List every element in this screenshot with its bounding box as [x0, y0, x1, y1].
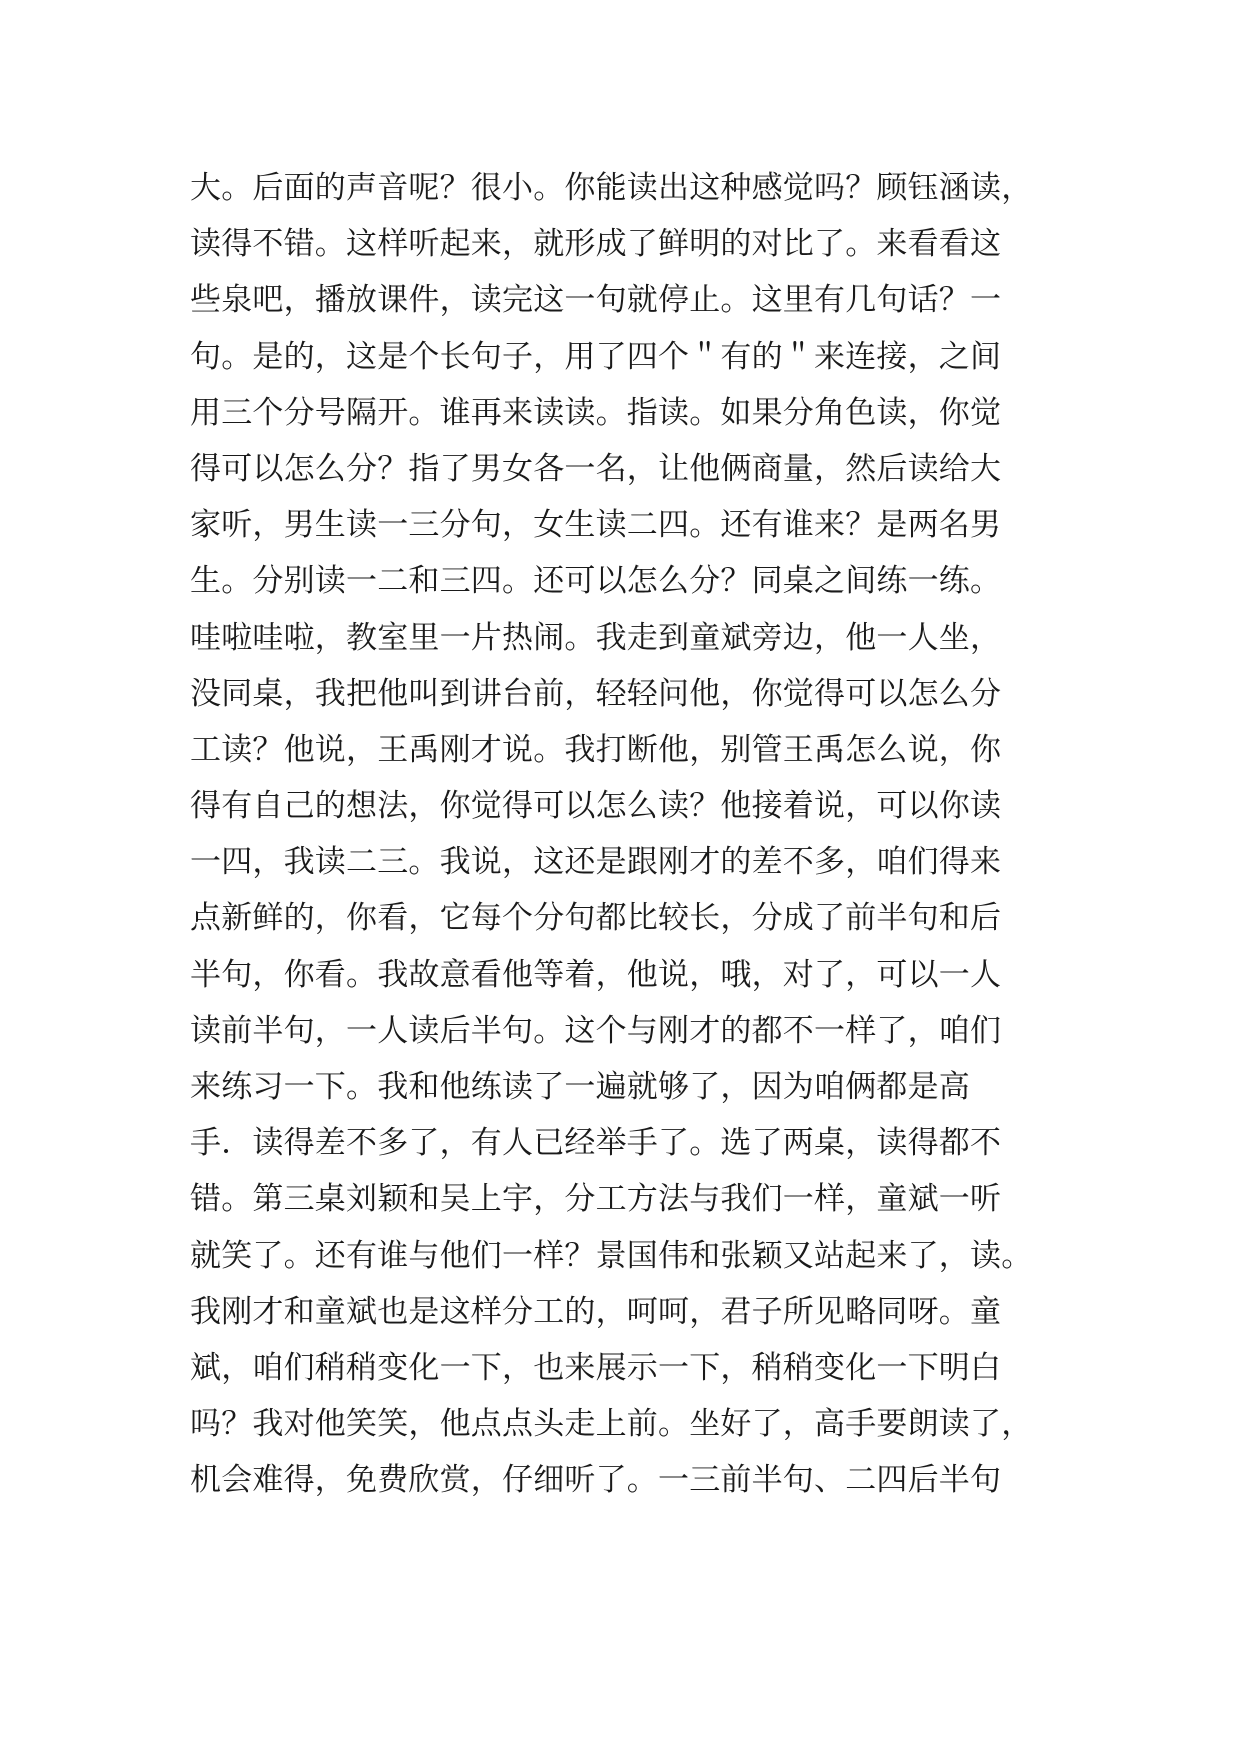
text-line: 哇啦哇啦，教室里一片热闹。我走到童斌旁边，他一人坐， [190, 619, 1002, 656]
text-line: 工读？他说，王禹刚才说。我打断他，别管王禹怎么说，你 [190, 731, 1002, 768]
text-line: 机会难得，免费欣赏，仔细听了。一三前半句、二四后半句 [190, 1462, 1002, 1499]
text-line: 吗？我对他笑笑，他点点头走上前。坐好了，高手要朗读了， [190, 1406, 1033, 1443]
text-line: 读前半句，一人读后半句。这个与刚才的都不一样了，咱们 [190, 1012, 1002, 1049]
text-line: 读得不错。这样听起来，就形成了鲜明的对比了。来看看这 [190, 226, 1002, 263]
text-line: 斌，咱们稍稍变化一下，也来展示一下，稍稍变化一下明白 [190, 1349, 1002, 1386]
text-line: 生。分别读一二和三四。还可以怎么分？同桌之间练一练。 [190, 563, 1002, 600]
text-line: 家听，男生读一三分句，女生读二四。还有谁来？是两名男 [190, 507, 1002, 544]
text-line: 用三个分号隔开。谁再来读读。指读。如果分角色读，你觉 [190, 394, 1002, 431]
text-line: 得有自己的想法，你觉得可以怎么读？他接着说，可以你读 [190, 788, 1002, 825]
text-line: 句。是的，这是个长句子，用了四个＂有的＂来连接，之间 [190, 338, 1002, 375]
body-text [190, 160, 1090, 1509]
text-line: 点新鲜的，你看，它每个分句都比较长，分成了前半句和后 [190, 900, 1002, 937]
text-line: 大。后面的声音呢？很小。你能读出这种感觉吗？顾钰涵读， [190, 170, 1033, 206]
text-line: 没同桌，我把他叫到讲台前，轻轻问他，你觉得可以怎么分 [190, 675, 1002, 712]
text-line: 我刚才和童斌也是这样分工的，呵呵，君子所见略同呀。童 [190, 1293, 1002, 1330]
text-line: 错。第三桌刘颖和吴上宇，分工方法与我们一样，童斌一听 [190, 1181, 1002, 1218]
text-line: 些泉吧，播放课件，读完这一句就停止。这里有几句话？一 [190, 282, 1002, 319]
text-line: 一四，我读二三。我说，这还是跟刚才的差不多，咱们得来 [190, 844, 1002, 881]
text-line: 就笑了。还有谁与他们一样？景国伟和张颖又站起来了，读。 [190, 1237, 1033, 1274]
text-line: 手．读得差不多了，有人已经举手了。选了两桌，读得都不 [190, 1125, 1002, 1162]
text-line: 半句，你看。我故意看他等着，他说，哦，对了，可以一人 [190, 956, 1002, 993]
text-line: 来练习一下。我和他练读了一遍就够了，因为咱俩都是高 [190, 1069, 970, 1105]
text-line: 得可以怎么分？指了男女各一名，让他俩商量，然后读给大 [190, 450, 1002, 487]
